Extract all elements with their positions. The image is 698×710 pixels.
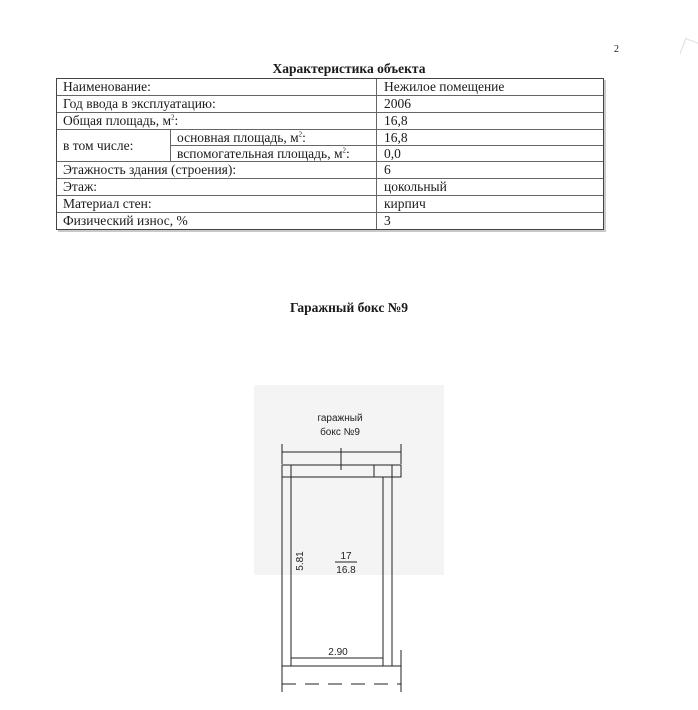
length-dimension: 5.81 — [295, 551, 306, 571]
row-value: Нежилое помещение — [384, 79, 505, 94]
table-title: Характеристика объекта — [272, 61, 426, 76]
row-label: Наименование: — [57, 79, 377, 95]
row-label: Физический износ, % — [57, 213, 377, 229]
room-area: 16.8 — [336, 565, 356, 576]
row-label: Год ввода в эксплуатацию: — [57, 96, 377, 112]
row-value: 2006 — [384, 95, 411, 111]
plan-caption-line1: гаражный — [317, 413, 363, 424]
row-value: 6 — [384, 162, 391, 178]
superscript: 2 — [171, 113, 175, 122]
row-value: 16,8 — [384, 112, 408, 128]
row-label: Этаж: — [57, 179, 377, 195]
plan-title: Гаражный бокс №9 — [289, 300, 409, 315]
label-text: вспомогательная площадь, м — [177, 146, 343, 162]
label-suffix: : — [345, 146, 350, 162]
superscript: 2 — [298, 130, 303, 139]
including-label: в том числе: — [57, 130, 171, 162]
row-value: цокольный — [384, 179, 447, 195]
left-wall — [282, 477, 291, 666]
label-text: основная площадь, м — [177, 129, 299, 145]
room-number: 17 — [340, 551, 352, 562]
row-value: кирпич — [384, 196, 426, 212]
label-text: Общая площадь, м — [63, 112, 172, 128]
row-value: 0,0 — [384, 146, 401, 162]
row-label: Этажность здания (строения): — [57, 162, 377, 178]
row-label: Материал стен: — [57, 196, 377, 212]
row-value: 3 — [384, 213, 391, 229]
right-wall — [383, 477, 392, 666]
page-number: 2 — [614, 44, 619, 55]
label-suffix: : — [174, 112, 179, 128]
width-dimension: 2.90 — [328, 647, 348, 658]
row-value: 16,8 — [384, 129, 408, 145]
superscript: 2 — [342, 146, 346, 155]
plan-caption-line2: бокс №9 — [320, 427, 360, 438]
label-suffix: : — [302, 129, 306, 145]
